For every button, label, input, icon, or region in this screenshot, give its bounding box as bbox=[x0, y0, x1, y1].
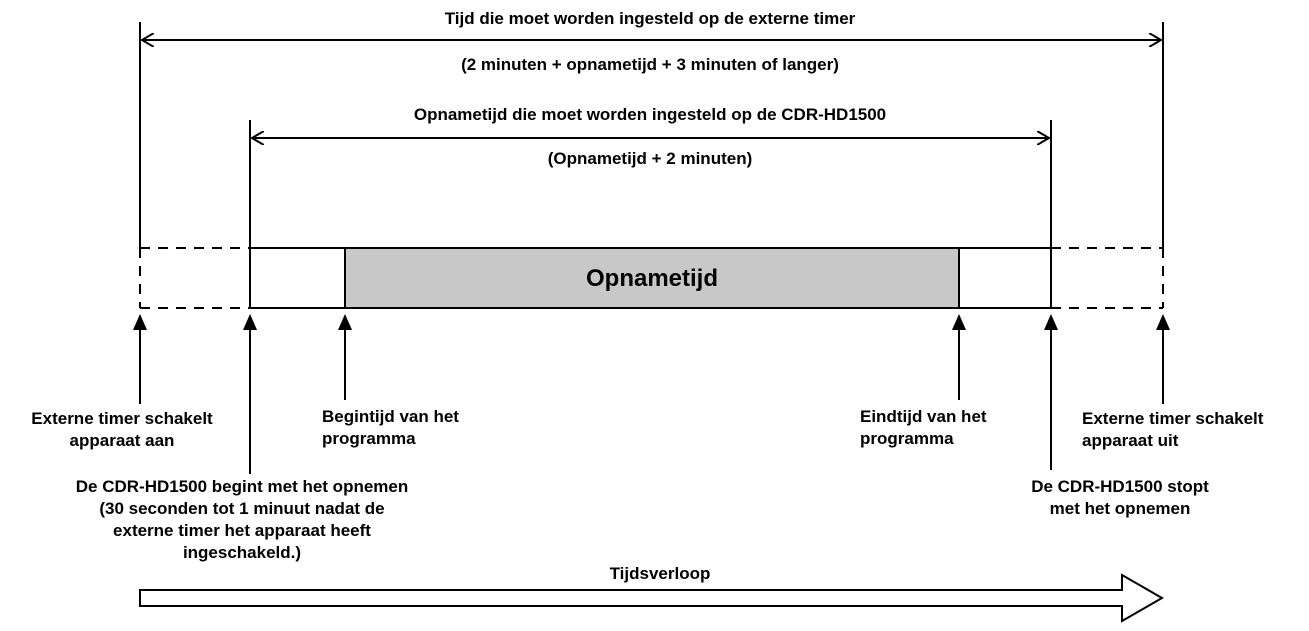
label-timer-on: Externe timer schakelt apparaat aan bbox=[31, 409, 213, 450]
marker-arrow-program-end bbox=[952, 314, 966, 400]
inner-span-subtitle: (Opnametijd + 2 minuten) bbox=[547, 149, 753, 168]
label-recorder-start: De CDR-HD1500 begint met het opnemen (30 seconden tot 1 minuut nadat de externe timer het apparaat heeft ingeschakeld.) bbox=[75, 477, 409, 562]
inner-span-title: Opnametijd die moet worden ingesteld op de CDR-HD1500 bbox=[413, 105, 887, 124]
label-timer-off: Externe timer schakelt apparaat uit bbox=[1082, 409, 1264, 450]
marker-arrow-timer-off bbox=[1156, 314, 1170, 404]
marker-arrow-timer-on bbox=[133, 314, 147, 404]
label-recorder-stop: De CDR-HD1500 stopt met het opnemen bbox=[1031, 477, 1209, 518]
recording-time-label: Opnametijd bbox=[585, 265, 718, 292]
time-flow-label: Tijdsverloop bbox=[609, 564, 711, 583]
label-program-start: Begintijd van het programma bbox=[322, 407, 459, 448]
marker-arrow-program-start bbox=[338, 314, 352, 400]
outer-span-subtitle: (2 minuten + opnametijd + 3 minuten of langer) bbox=[461, 55, 839, 74]
marker-arrow-recorder-start bbox=[243, 314, 257, 474]
label-program-end: Eindtijd van het programma bbox=[860, 407, 987, 448]
outer-span-title: Tijd die moet worden ingesteld op de externe timer bbox=[444, 9, 856, 28]
marker-arrow-recorder-stop bbox=[1044, 314, 1058, 470]
